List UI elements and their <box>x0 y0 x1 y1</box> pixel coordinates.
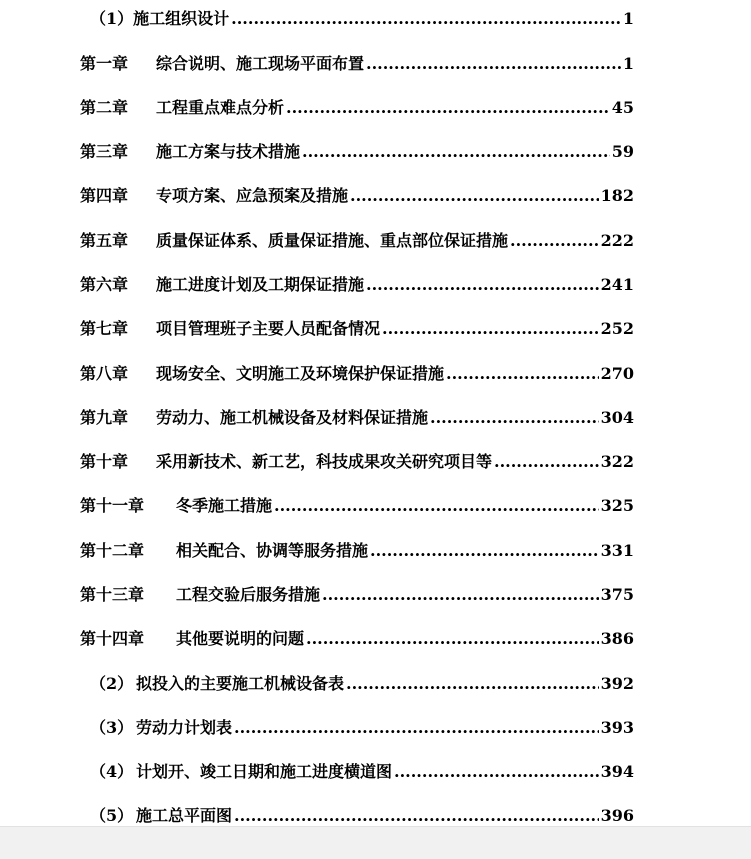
dot-leader <box>494 451 599 473</box>
dot-leader <box>430 407 599 429</box>
toc-entry-number: 第七章 <box>80 319 129 338</box>
toc-entry[interactable] <box>90 671 634 695</box>
toc-entry-page: 304 <box>600 408 634 427</box>
toc-entry-page: 331 <box>600 541 634 560</box>
dot-leader <box>446 363 599 385</box>
toc-entry-page: 1 <box>622 9 634 28</box>
toc-entry-number: （5） <box>90 806 134 825</box>
page-bottom-band <box>0 826 751 859</box>
toc-entry-number: （4） <box>90 762 134 781</box>
dot-leader <box>366 274 599 296</box>
toc-entry[interactable] <box>80 582 634 606</box>
toc-entry-page: 182 <box>600 186 634 205</box>
toc-entry[interactable] <box>90 715 634 739</box>
dot-leader <box>370 540 599 562</box>
toc-entry-page: 396 <box>600 806 634 825</box>
toc-entry[interactable] <box>80 405 634 429</box>
toc-entry-title: 工程重点难点分析 <box>156 98 285 117</box>
dot-leader <box>366 53 621 75</box>
toc-entry-number: 第十章 <box>80 452 129 471</box>
toc-entry[interactable] <box>80 139 634 163</box>
toc-entry-page: 270 <box>600 364 634 383</box>
toc-entry[interactable] <box>80 626 634 650</box>
toc-entry-page: 241 <box>600 275 634 294</box>
toc-entry[interactable] <box>80 538 634 562</box>
dot-leader <box>306 628 599 650</box>
dot-leader <box>322 584 599 606</box>
dot-leader <box>302 141 610 163</box>
toc-entry-page: 325 <box>600 496 634 515</box>
toc-entry-page: 394 <box>600 762 634 781</box>
toc-entry-number: 第五章 <box>80 231 129 250</box>
toc-entry-title: 综合说明、施工现场平面布置 <box>156 54 365 73</box>
toc-entry[interactable] <box>80 449 634 473</box>
toc-entry[interactable] <box>80 228 634 252</box>
toc-entry-title: 工程交验后服务措施 <box>176 585 321 604</box>
toc-entry-title: 施工进度计划及工期保证措施 <box>156 275 365 294</box>
toc-entry-number: 第六章 <box>80 275 129 294</box>
dot-leader <box>510 230 599 252</box>
toc-entry-title: 相关配合、协调等服务措施 <box>176 541 369 560</box>
toc-entry[interactable] <box>80 95 634 119</box>
toc-entry-number: 第八章 <box>80 364 129 383</box>
toc-entry-title: 施工方案与技术措施 <box>156 142 301 161</box>
toc-entry-title: 劳动力计划表 <box>136 718 233 737</box>
dot-leader <box>394 761 599 783</box>
toc-entry[interactable] <box>90 759 634 783</box>
toc-entry-page: 252 <box>600 319 634 338</box>
toc-entry-page: 392 <box>600 674 634 693</box>
toc-entry[interactable] <box>90 6 634 30</box>
dot-leader <box>231 8 621 30</box>
toc-entry-number: 第十三章 <box>80 585 145 604</box>
toc-entry-title: 其他要说明的问题 <box>176 629 305 648</box>
toc-entry[interactable] <box>80 361 634 385</box>
toc-entry-title: 冬季施工措施 <box>176 496 273 515</box>
toc-entry-title: 施工组织设计 <box>133 9 230 28</box>
toc-entry-title: 施工总平面图 <box>136 806 233 825</box>
toc-entry-page: 1 <box>622 54 634 73</box>
toc-entry-number: （2） <box>90 674 134 693</box>
dot-leader <box>382 318 599 340</box>
dot-leader <box>350 185 599 207</box>
dot-leader <box>234 717 599 739</box>
toc-entry[interactable] <box>80 272 634 296</box>
dot-leader <box>346 673 599 695</box>
toc-entry[interactable] <box>80 183 634 207</box>
toc-entry[interactable] <box>80 493 634 517</box>
toc-entry-page: 45 <box>611 98 634 117</box>
toc-entry-title: 现场安全、文明施工及环境保护保证措施 <box>156 364 445 383</box>
toc-entry-title: 计划开、竣工日期和施工进度横道图 <box>136 762 393 781</box>
toc-entry-number: 第十一章 <box>80 496 145 515</box>
toc-entry[interactable] <box>80 51 634 75</box>
toc-entry-title: 专项方案、应急预案及措施 <box>156 186 349 205</box>
toc-entry-number: 第十二章 <box>80 541 145 560</box>
toc-entry-page: 222 <box>600 231 634 250</box>
toc-entry-number: 第十四章 <box>80 629 145 648</box>
toc-entry-page: 386 <box>600 629 634 648</box>
toc-entry-page: 393 <box>600 718 634 737</box>
toc-entry-title: 拟投入的主要施工机械设备表 <box>136 674 345 693</box>
toc-entry-number: 第二章 <box>80 98 129 117</box>
toc-entry-number: （3） <box>90 718 134 737</box>
toc-entry-title: 采用新技术、新工艺，科技成果攻关研究项目等 <box>156 452 493 471</box>
toc-entry-title: 质量保证体系、质量保证措施、重点部位保证措施 <box>156 231 509 250</box>
dot-leader <box>286 97 610 119</box>
toc-entry[interactable] <box>80 316 634 340</box>
toc-entry[interactable] <box>90 803 634 827</box>
toc-entry-title: 项目管理班子主要人员配备情况 <box>156 319 381 338</box>
toc-entry-page: 59 <box>611 142 634 161</box>
dot-leader <box>274 495 599 517</box>
dot-leader <box>234 805 599 827</box>
toc-entry-number: （1） <box>90 9 134 28</box>
toc-entry-page: 375 <box>600 585 634 604</box>
toc-entry-number: 第四章 <box>80 186 129 205</box>
toc-entry-title: 劳动力、施工机械设备及材料保证措施 <box>156 408 429 427</box>
toc-entry-number: 第九章 <box>80 408 129 427</box>
toc-entry-page: 322 <box>600 452 634 471</box>
toc-entry-number: 第三章 <box>80 142 129 161</box>
toc-entry-number: 第一章 <box>80 54 129 73</box>
